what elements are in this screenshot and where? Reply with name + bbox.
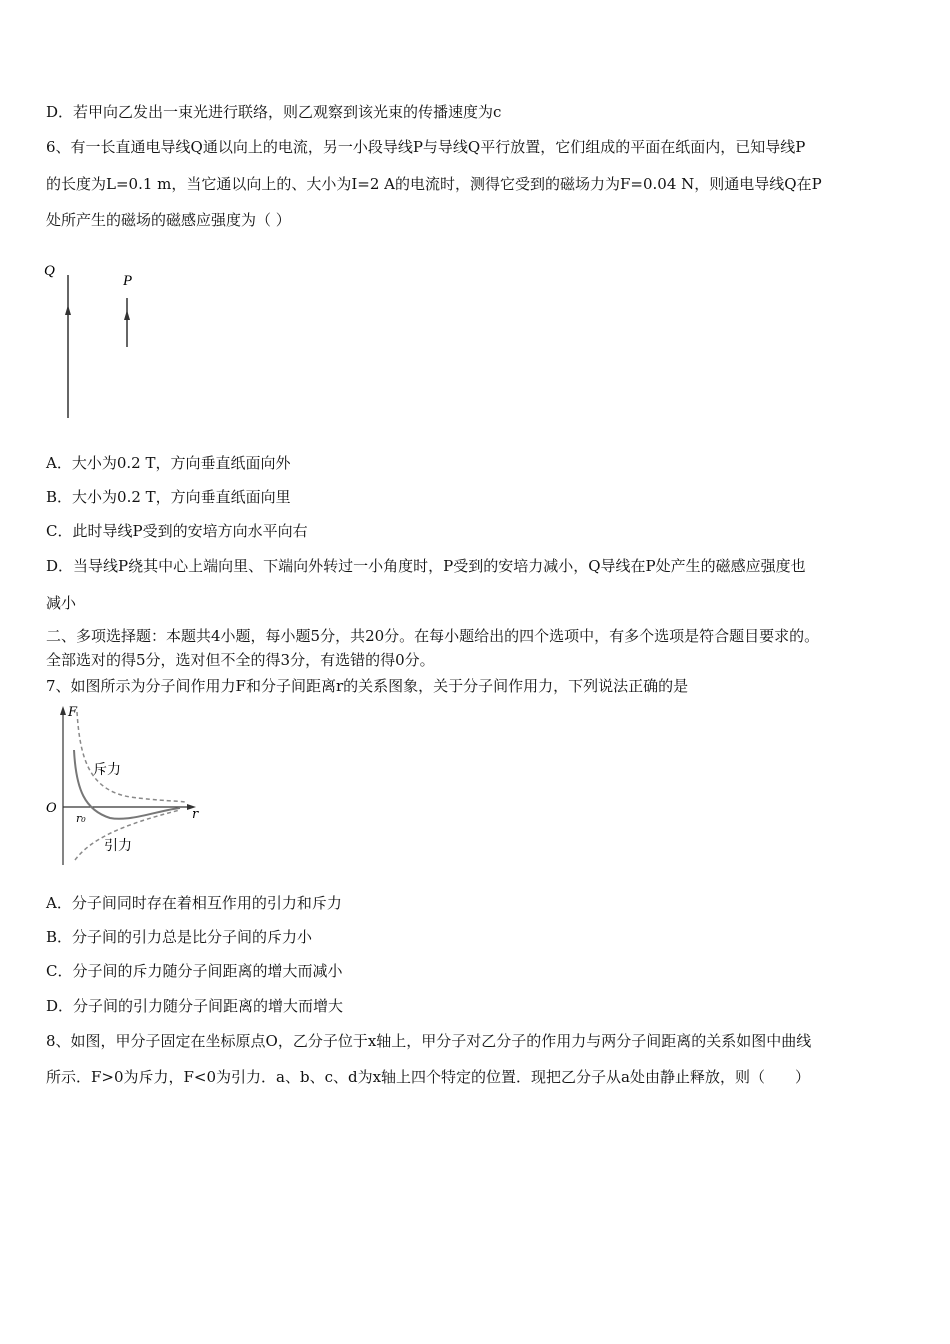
label-p: P: [123, 273, 133, 289]
repulsion-curve: [77, 712, 185, 802]
q6-stem-line3: 处所产生的磁场的磁感应强度为（ ）: [46, 211, 291, 229]
label-repulsion: 斥力: [93, 762, 121, 778]
q6-stem-line1: 6、有一长直通电导线Q通以向上的电流，另一小段导线P与导线Q平行放置，它们组成的平面在纸面内，已知导线P: [46, 138, 806, 156]
label-q: Q: [44, 263, 55, 279]
q7-option-a: A．分子间同时存在着相互作用的引力和斥力: [46, 894, 342, 912]
q7-stem: 7、如图所示为分子间作用力F和分子间距离r的关系图象，关于分子间作用力，下列说法正确的是: [46, 677, 689, 695]
label-r: r: [192, 807, 199, 822]
net-force-curve: [74, 750, 180, 819]
q5-option-d: D．若甲向乙发出一束光进行联络，则乙观察到该光束的传播速度为c: [46, 103, 502, 121]
q6-option-d: D．当导线P绕其中心上端向里、下端向外转过一小角度时，P受到的安培力减小，Q导线在P处产生的磁感应强度也: [46, 557, 806, 575]
q6-option-a: A．大小为0.2 T，方向垂直纸面向外: [46, 454, 291, 472]
label-attraction: 引力: [104, 838, 132, 854]
q6-wire-figure: [40, 255, 150, 425]
q7-option-c: C．分子间的斥力随分子间距离的增大而减小: [46, 962, 343, 980]
label-r0: r₀: [76, 812, 86, 825]
q8-stem-line1: 8、如图，甲分子固定在坐标原点O，乙分子位于x轴上，甲分子对乙分子的作用力与两分子间距离的关系如图中曲线: [46, 1032, 812, 1050]
label-origin: O: [46, 801, 57, 816]
arrow-up-icon: [65, 305, 71, 315]
q6-option-d-cont: 减小: [46, 594, 77, 612]
arrow-up-icon: [124, 310, 130, 320]
section2-line1: 二、多项选择题：本题共4小题，每小题5分，共20分。在每小题给出的四个选项中，有多个选项是符合题目要求的。: [46, 627, 820, 645]
q7-option-d: D．分子间的引力随分子间距离的增大而增大: [46, 997, 344, 1015]
q7-option-b: B．分子间的引力总是比分子间的斥力小: [46, 928, 313, 946]
arrow-icon: [60, 706, 66, 715]
q6-option-b: B．大小为0.2 T，方向垂直纸面向里: [46, 488, 291, 506]
q6-stem-line2: 的长度为L=0.1 m，当它通以向上的、大小为I=2 A的电流时，测得它受到的磁场力为F=0.04 N，则通电导线Q在P: [46, 175, 822, 193]
q7-force-figure: [40, 700, 210, 870]
q8-stem-line2: 所示．F>0为斥力，F<0为引力．a、b、c、d为x轴上四个特定的位置．现把乙分子从a处由静止释放，则（ ）: [46, 1068, 810, 1086]
label-f: F: [68, 705, 78, 720]
section2-line2: 全部选对的得5分，选对但不全的得3分，有选错的得0分。: [46, 651, 435, 669]
q6-option-c: C．此时导线P受到的安培方向水平向右: [46, 522, 308, 540]
